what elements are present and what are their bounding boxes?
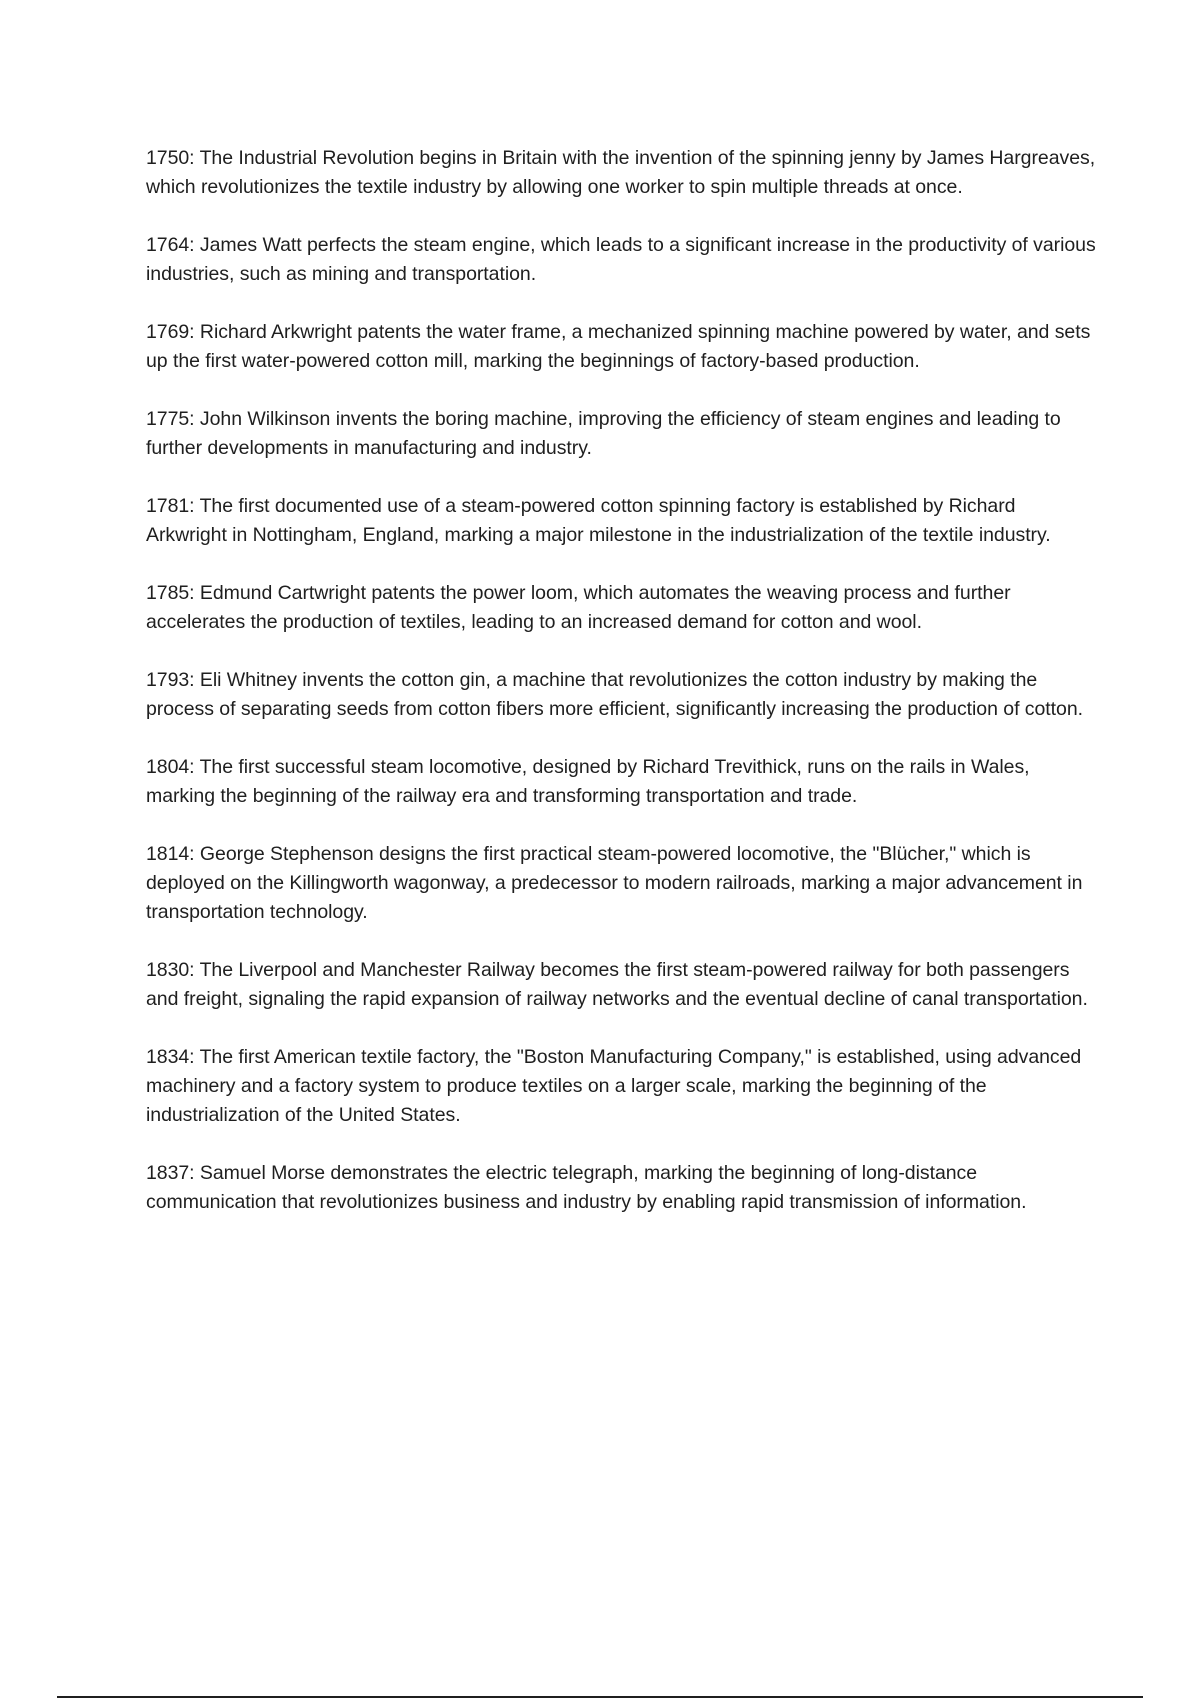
- timeline-entry-1830: 1830: The Liverpool and Manchester Railway becomes the first steam-powered railway for both passengers and freight, signaling the rapid expansion of railway networks and the eventual decline of canal transportation.: [146, 959, 1088, 1010]
- timeline-entry-1793: 1793: Eli Whitney invents the cotton gin, a machine that revolutionizes the cotton industry by making the process of separating seeds from cotton fibers more efficient, significantly increasing the production of cotton.: [146, 669, 1083, 720]
- timeline-text: [146, 144, 1096, 1246]
- timeline-entry-1750: 1750: The Industrial Revolution begins in Britain with the invention of the spinning jenny by James Hargreaves, which revolutionizes the textile industry by allowing one worker to spin multiple threads at once.: [146, 147, 1096, 198]
- timeline-entry-1785: 1785: Edmund Cartwright patents the power loom, which automates the weaving process and further accelerates the production of textiles, leading to an increased demand for cotton and wool.: [146, 582, 1011, 633]
- timeline-entry-1775: 1775: John Wilkinson invents the boring machine, improving the efficiency of steam engines and leading to further developments in manufacturing and industry.: [146, 408, 1061, 459]
- timeline-entry-1781: 1781: The first documented use of a steam-powered cotton spinning factory is established by Richard Arkwright in Nottingham, England, marking a major milestone in the industrialization of the textile industry.: [146, 495, 1051, 546]
- timeline-entry-1814: 1814: George Stephenson designs the first practical steam-powered locomotive, the "Blücher," which is deployed on the Killingworth wagonway, a predecessor to modern railroads, marking a major advancement in transportation technology.: [146, 843, 1083, 923]
- timeline-entry-1769: 1769: Richard Arkwright patents the water frame, a mechanized spinning machine powered by water, and sets up the first water-powered cotton mill, marking the beginnings of factory-based production.: [146, 321, 1091, 372]
- bottom-divider: [57, 1696, 1143, 1698]
- timeline-entry-1837: 1837: Samuel Morse demonstrates the electric telegraph, marking the beginning of long-distance communication that revolutionizes business and industry by enabling rapid transmission of information.: [146, 1162, 1027, 1213]
- timeline-entry-1834: 1834: The first American textile factory, the "Boston Manufacturing Company," is established, using advanced machinery and a factory system to produce textiles on a larger scale, marking the beginning of the industrialization of the United States.: [146, 1046, 1082, 1126]
- timeline-entry-1764: 1764: James Watt perfects the steam engine, which leads to a significant increase in the productivity of various industries, such as mining and transportation.: [146, 234, 1096, 285]
- timeline-entry-1804: 1804: The first successful steam locomotive, designed by Richard Trevithick, runs on the rails in Wales, marking the beginning of the railway era and transforming transportation and trade.: [146, 756, 1030, 807]
